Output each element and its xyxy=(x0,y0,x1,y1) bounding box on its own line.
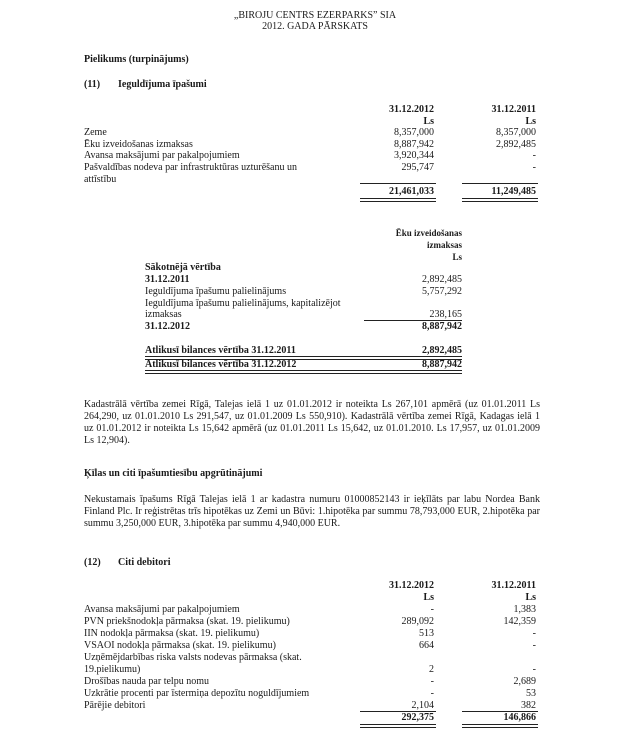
s11-row-value-2012: 3,920,344 xyxy=(394,150,434,161)
movement-increase-label: Ieguldījuma īpašumu palielinājums xyxy=(145,286,287,297)
s11-row-value-2011: 8,357,000 xyxy=(496,127,536,138)
s12-total-2012: 292,375 xyxy=(401,712,434,723)
s12-row-value-2012: - xyxy=(430,604,434,615)
s11-row-label: Pašvaldības nodeva par infrastruktūras uzturēšanu un xyxy=(84,162,297,173)
section-12-title: Citi debitori xyxy=(118,557,171,568)
s11-total-2011: 11,249,485 xyxy=(491,186,536,197)
s12-row-value-2012: 2 xyxy=(429,664,434,675)
encumbrance-paragraph: Nekustamais īpašums Rīgā Talejas ielā 1 ar kadastra numuru 01000852143 ir ieķīlāts par labu Nordea Bank Finland Plc. Ir reģistrētas trīs hipotēkas uz Zemi un Būvi: 1.hipotēka par summu 78,793,000 EUR, 2.hipotēka par summu 3,250,000 EUR, 3.hipotēka par summu 4,940,000 EUR. xyxy=(84,494,540,529)
s11-row-label-cont: attīstību xyxy=(84,174,117,185)
s11-row-value-2011: - xyxy=(532,150,536,161)
cadastral-value-paragraph: Kadastrālā vērtība zemei Rīgā, Talejas ielā 1 uz 01.01.2012 ir noteikta Ls 267,101 apmērā (uz 01.01.2011 Ls 264,290, uz 01.01.2010 Ls 291,547, uz 01.01.2009 Ls 550,910). Kadastrālā vērtība zemei Rīgā, Kadagas ielā 1 uz 01.01.2012 ir noteikta Ls 15,642 apmērā (uz 01.01.2011 Ls 15,642, uz 01.01.2010. Ls 17,957, uz 01.01.2009 Ls 12,904). xyxy=(84,399,540,446)
s12-col1-unit: Ls xyxy=(423,592,434,603)
book-value-2011-label: Atlikusī bilances vērtība 31.12.2011 xyxy=(145,345,296,356)
movement-col-header: Ēku izveidošanas xyxy=(395,228,462,238)
s12-row-value-2011: 53 xyxy=(526,688,536,699)
movement-increase-value: 5,757,292 xyxy=(422,286,462,297)
movement-col-header: izmaksas xyxy=(426,240,462,250)
s12-row-value-2011: - xyxy=(532,628,536,639)
movement-value-2012: 8,887,942 xyxy=(422,321,462,332)
s11-col1-header: 31.12.2012 xyxy=(389,104,434,115)
s11-row-value-2011: - xyxy=(532,162,536,173)
s11-row-value-2012: 8,887,942 xyxy=(394,139,434,150)
s12-row-label: Drošības nauda par telpu nomu xyxy=(84,676,209,687)
s11-row-value-2012: 295,747 xyxy=(401,162,434,173)
s12-row-value-2011: 142,359 xyxy=(503,616,536,627)
appendix-title: Pielikums (turpinājums) xyxy=(84,54,189,65)
s11-row-value-2011: 2,892,485 xyxy=(496,139,536,150)
movement-capitalized-label-cont: izmaksas xyxy=(145,309,182,320)
s12-row-label-cont: 19.pielikumu) xyxy=(84,664,141,675)
s12-row-value-2012: 2,104 xyxy=(411,700,434,711)
s11-row-label: Ēku izveidošanas izmaksas xyxy=(84,139,193,150)
s12-col2-unit: Ls xyxy=(525,592,536,603)
s11-double-rule-2011 xyxy=(462,198,538,202)
s12-row-label: IIN nodokļa pārmaksa (skat. 19. pielikumu) xyxy=(84,628,260,639)
s12-col1-header: 31.12.2012 xyxy=(389,580,434,591)
s11-col1-unit: Ls xyxy=(423,116,434,127)
movement-date-2011: 31.12.2011 xyxy=(145,274,190,285)
s12-row-value-2012: - xyxy=(430,676,434,687)
movement-capitalized-value: 238,165 xyxy=(429,309,462,320)
book-value-2012-label: Atlikusī bilances vērtība 31.12.2012 xyxy=(145,359,297,370)
book-value-double-rule xyxy=(145,370,462,374)
section-11-number: (11) xyxy=(84,79,101,90)
s12-total-2011: 146,866 xyxy=(503,712,536,723)
s12-row-value-2012: 513 xyxy=(419,628,434,639)
book-value-2011-value: 2,892,485 xyxy=(422,345,462,356)
movement-col-unit: Ls xyxy=(452,252,462,262)
s11-double-rule-2012 xyxy=(360,198,436,202)
s12-row-label: PVN priekšnodokļa pārmaksa (skat. 19. pielikumu) xyxy=(84,616,290,627)
s12-row-value-2011: - xyxy=(532,664,536,675)
movement-value-2011: 2,892,485 xyxy=(422,274,462,285)
s12-row-value-2011: 1,383 xyxy=(513,604,536,615)
report-title: 2012. GADA PĀRSKATS xyxy=(262,21,368,32)
s12-row-label: Uzņēmējdarbības riska valsts nodevas pārmaksa (skat. xyxy=(84,652,302,663)
s12-row-value-2011: 2,689 xyxy=(513,676,536,687)
s12-row-value-2012: 289,092 xyxy=(401,616,434,627)
encumbrance-title: Ķīlas un citi īpašumtiesību apgrūtinājumi xyxy=(84,468,263,479)
company-name: „BIROJU CENTRS EZERPARKS” SIA xyxy=(233,10,397,21)
s11-col2-unit: Ls xyxy=(525,116,536,127)
s12-row-value-2012: - xyxy=(430,688,434,699)
s11-row-label: Avansa maksājumi par pakalpojumiem xyxy=(84,150,240,161)
s12-double-rule-2011 xyxy=(462,724,538,728)
s12-row-label: VSAOI nodokļa pārmaksa (skat. 19. pielikumu) xyxy=(84,640,276,651)
s12-row-value-2012: 664 xyxy=(419,640,434,651)
book-value-2012-value: 8,887,942 xyxy=(422,359,462,370)
s12-row-label: Pārējie debitori xyxy=(84,700,146,711)
s11-row-label: Zeme xyxy=(84,127,107,138)
s12-col2-header: 31.12.2011 xyxy=(491,580,536,591)
s11-total-2012: 21,461,033 xyxy=(389,186,434,197)
s12-row-value-2011: - xyxy=(532,640,536,651)
s12-row-label: Avansa maksājumi par pakalpojumiem xyxy=(84,604,240,615)
s11-col2-header: 31.12.2011 xyxy=(491,104,536,115)
section-12-number: (12) xyxy=(84,557,101,568)
section-11-title: Ieguldījuma īpašumi xyxy=(118,79,207,90)
s12-double-rule-2012 xyxy=(360,724,436,728)
s11-total-rule-2012 xyxy=(360,183,436,184)
s11-row-value-2012: 8,357,000 xyxy=(394,127,434,138)
s12-row-label: Uzkrātie procenti par īstermiņa depozītu noguldījumiem xyxy=(84,688,310,699)
s11-total-rule-2011 xyxy=(462,183,538,184)
s12-row-value-2011: 382 xyxy=(521,700,536,711)
movement-date-2012: 31.12.2012 xyxy=(145,321,190,332)
movement-cost-title: Sākotnējā vērtība xyxy=(145,262,221,273)
movement-capitalized-label: Ieguldījuma īpašumu palielinājums, kapitalizējot xyxy=(145,298,341,309)
